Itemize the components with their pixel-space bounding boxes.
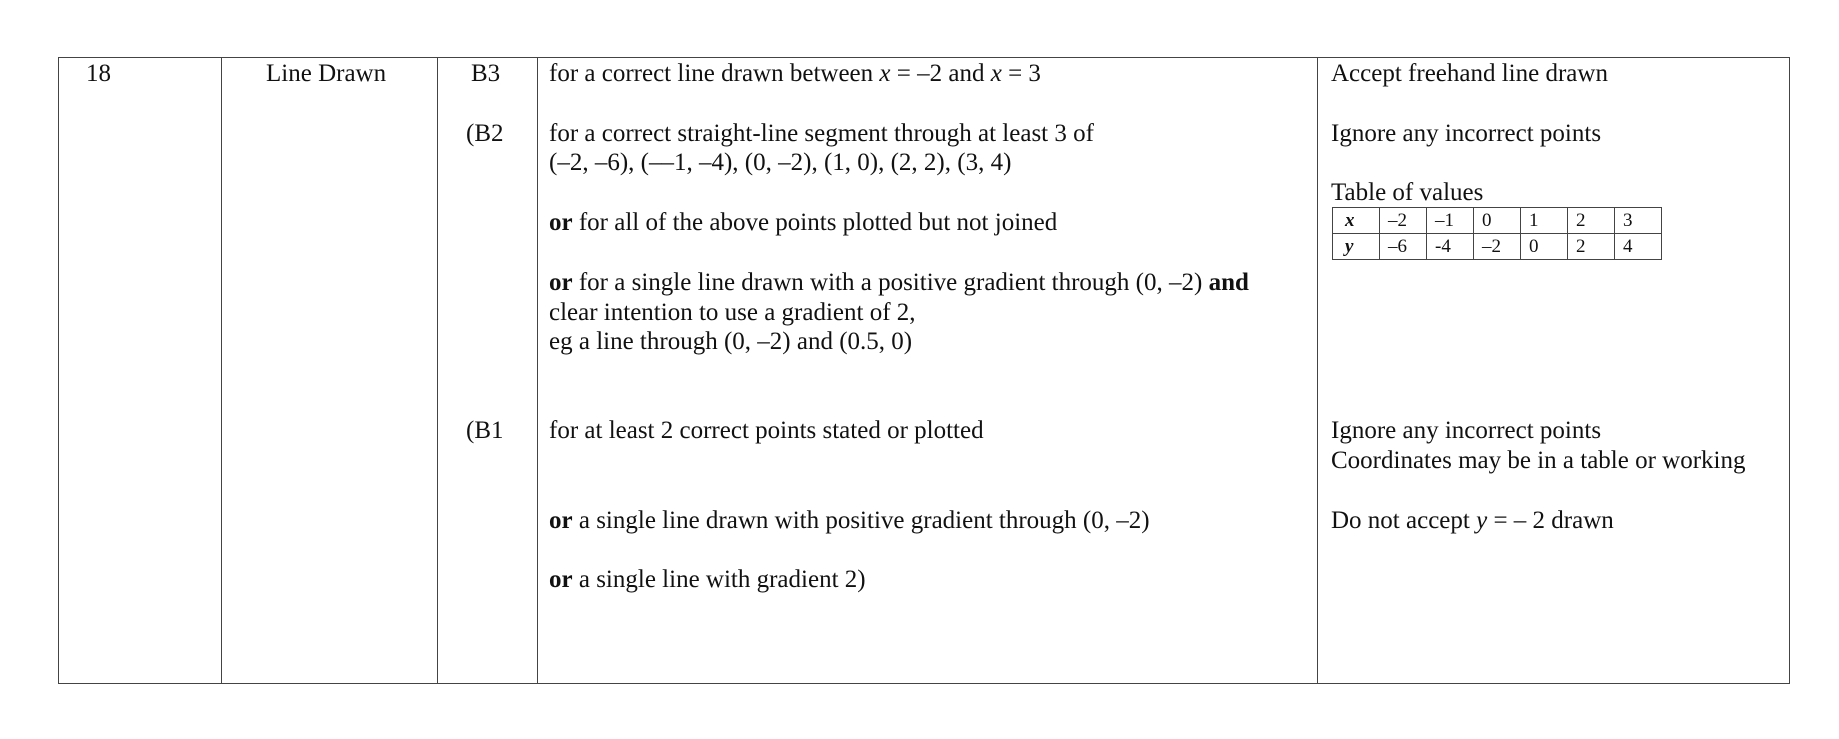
table-header-y: y bbox=[1333, 234, 1380, 260]
table-cell: 0 bbox=[1521, 234, 1568, 260]
note-ignore-incorrect-b1: Ignore any incorrect points bbox=[1331, 417, 1602, 444]
column-divider bbox=[537, 58, 538, 683]
question-number: 18 bbox=[86, 60, 111, 87]
mark-b1: (B1 bbox=[466, 417, 504, 444]
note-coordinates: Coordinates may be in a table or working bbox=[1331, 447, 1746, 474]
column-divider bbox=[437, 58, 438, 683]
criterion-b2-points: (–2, –6), (––1, –4), (0, –2), (1, 0), (2, 2), (3, 4) bbox=[549, 149, 1012, 176]
note-ignore-incorrect: Ignore any incorrect points bbox=[1331, 120, 1602, 147]
criterion-b1: for at least 2 correct points stated or plotted bbox=[549, 417, 984, 444]
table-cell: –1 bbox=[1427, 208, 1474, 234]
column-divider bbox=[1317, 58, 1318, 683]
note-do-not-accept: Do not accept y = – 2 drawn bbox=[1331, 507, 1614, 534]
criterion-or-plotted: or for all of the above points plotted but not joined bbox=[549, 209, 1058, 236]
table-of-values-caption: Table of values bbox=[1331, 179, 1484, 206]
column-divider bbox=[221, 58, 222, 683]
table-cell: 2 bbox=[1568, 234, 1615, 260]
table-cell: 0 bbox=[1474, 208, 1521, 234]
note-accept-freehand: Accept freehand line drawn bbox=[1331, 60, 1608, 87]
working-label: Line Drawn bbox=[266, 60, 387, 87]
table-cell: –2 bbox=[1474, 234, 1521, 260]
criterion-or-positive-gradient: or a single line drawn with positive gradient through (0, –2) bbox=[549, 507, 1150, 534]
table-cell: 3 bbox=[1615, 208, 1662, 234]
table-cell: 1 bbox=[1521, 208, 1568, 234]
table-cell: –6 bbox=[1380, 234, 1427, 260]
criterion-b2-line1: for a correct straight-line segment through at least 3 of bbox=[549, 120, 1094, 147]
table-header-x: x bbox=[1333, 208, 1380, 234]
criterion-or-single-line: or for a single line drawn with a positive gradient through (0, –2) and bbox=[549, 269, 1249, 296]
table-cell: 4 bbox=[1615, 234, 1662, 260]
criterion-or-single-line-3: eg a line through (0, –2) and (0.5, 0) bbox=[549, 328, 913, 355]
criterion-or-single-line-2: clear intention to use a gradient of 2, bbox=[549, 299, 916, 326]
mark-b2: (B2 bbox=[466, 120, 504, 147]
table-cell: 2 bbox=[1568, 208, 1615, 234]
table-row-y bbox=[1333, 234, 1662, 260]
table-cell: -4 bbox=[1427, 234, 1474, 260]
table-cell: –2 bbox=[1380, 208, 1427, 234]
criterion-b3: for a correct line drawn between x = –2 and x = 3 bbox=[549, 60, 1041, 87]
table-row-x bbox=[1333, 208, 1662, 234]
table-of-values bbox=[1332, 207, 1662, 260]
criterion-or-gradient-2: or a single line with gradient 2) bbox=[549, 566, 866, 593]
mark-b3: B3 bbox=[471, 60, 501, 87]
